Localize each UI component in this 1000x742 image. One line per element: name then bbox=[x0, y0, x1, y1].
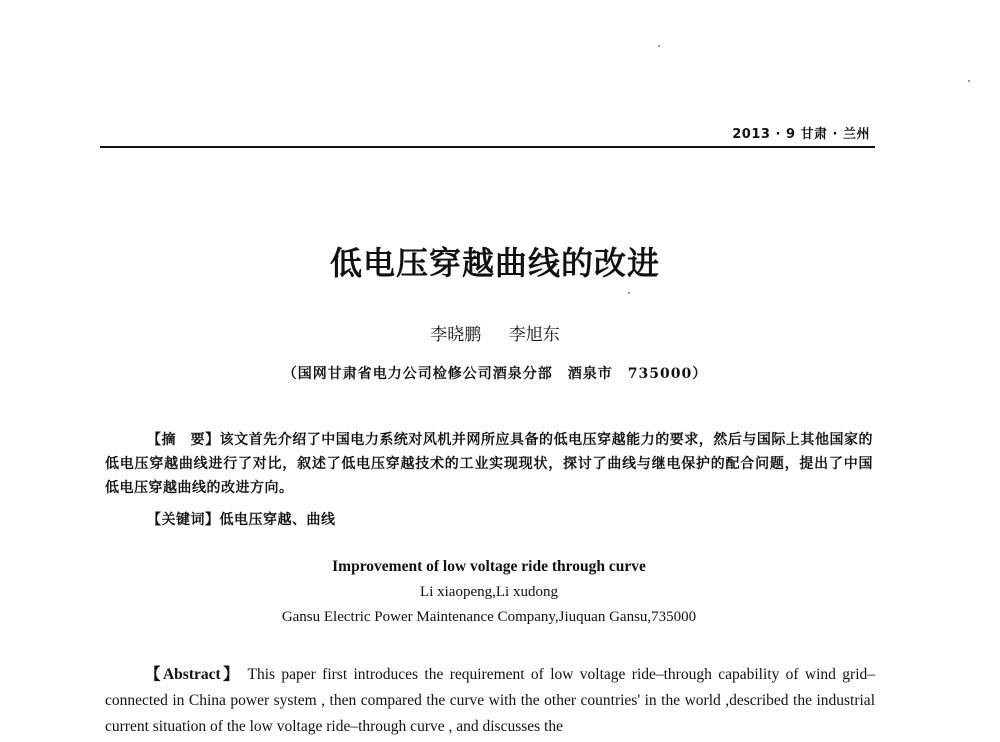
header-rule bbox=[100, 146, 875, 148]
paper-title-cn: 低电压穿越曲线的改进 bbox=[329, 244, 660, 282]
keywords-cn-label: 【关键词】 bbox=[147, 512, 220, 528]
keywords-cn bbox=[105, 508, 873, 532]
paper-title-en: Improvement of low voltage ride through curve bbox=[332, 558, 646, 575]
abstract-cn bbox=[105, 428, 873, 500]
abstract-cn-label: 【摘 要】 bbox=[147, 432, 220, 448]
abstract-cn-text: 该文首先介绍了中国电力系统对风机并网所应具备的低电压穿越能力的要求，然后与国际上其他国家的低电压穿越曲线进行了对比，叙述了低电压穿越技术的工业实现现状，探讨了曲线与继电保护的配合问题，提出了中国低电压穿越曲线的改进方向。 bbox=[105, 432, 874, 496]
authors-cn: 李晓鹏 李旭东 bbox=[430, 325, 560, 345]
abstract-en-label: 【Abstract】 bbox=[145, 666, 242, 683]
issue-date-location: 2013 · 9 甘肃 · 兰州 bbox=[732, 127, 870, 142]
abstract-en-text: This paper first introduces the requirement of low voltage ride–through capability of wind grid–connected in China power system , then compared the curve with the other countries' in the world ,described the industrial current situation of the low voltage ride–through curve , and discusses the bbox=[105, 666, 876, 735]
abstract-en bbox=[105, 662, 875, 740]
authors-en: Li xiaopeng,Li xudong bbox=[420, 584, 558, 600]
keywords-cn-text: 低电压穿越、曲线 bbox=[219, 512, 336, 528]
scan-speck bbox=[968, 80, 970, 82]
scan-speck bbox=[658, 45, 660, 47]
scan-speck bbox=[628, 292, 630, 294]
affiliation-en: Gansu Electric Power Maintenance Company,Jiuquan Gansu,735000 bbox=[281, 609, 697, 625]
affiliation-cn: （国网甘肃省电力公司检修公司酒泉分部 酒泉市 735000） bbox=[282, 366, 708, 382]
